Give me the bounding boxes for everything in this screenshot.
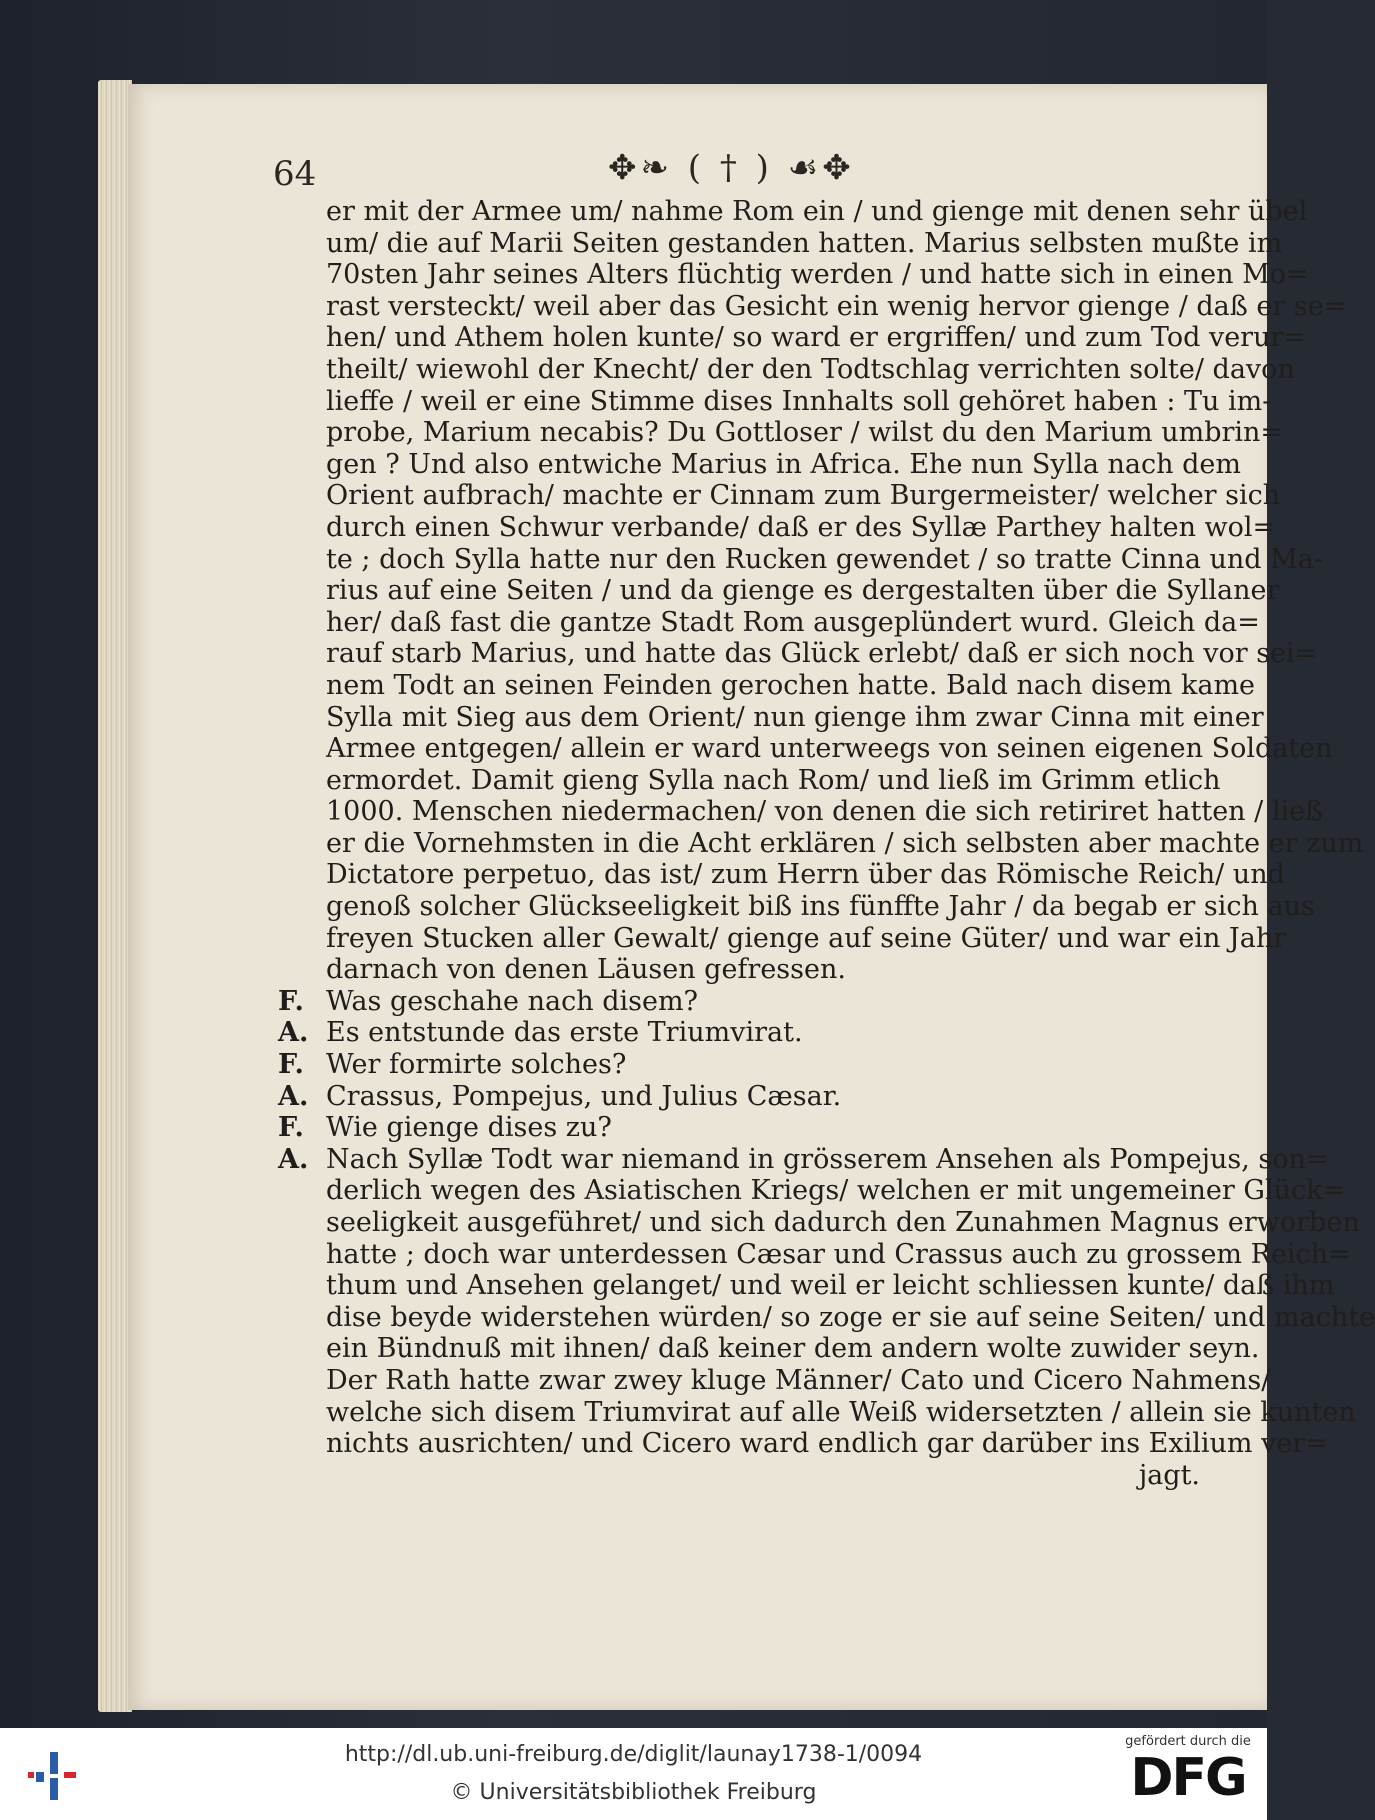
- text-line: 70sten Jahr seines Alters flüchtig werden / und hatte sich in einen Mo=: [326, 259, 1309, 291]
- page-url[interactable]: http://dl.ub.uni-freiburg.de/diglit/launay1738-1/0094: [344, 1742, 923, 1767]
- text-line: Der Rath hatte zwar zwey kluge Männer/ Cato und Cicero Nahmens/: [326, 1364, 1271, 1396]
- text-line: Orient aufbrach/ machte er Cinnam zum Burgermeister/ welcher sich: [326, 480, 1281, 512]
- dfg-logo: [1118, 1734, 1258, 1818]
- text-line: ermordet. Damit gieng Sylla nach Rom/ und ließ im Grimm etlich: [326, 764, 1221, 796]
- page-number: 64: [273, 154, 317, 194]
- text-line: hatte ; doch war unterdessen Cæsar und Crassus auch zu grossem Reich=: [326, 1238, 1351, 1270]
- text-line: genoß solcher Glückseeligkeit biß ins fünffte Jahr / da begab er sich aus: [326, 891, 1315, 923]
- qa-text: Wie gienge dises zu?: [326, 1112, 612, 1144]
- body-paragraph: [278, 196, 1364, 986]
- text-line: her/ daß fast die gantze Stadt Rom ausgeplündert wurd. Gleich da=: [326, 606, 1260, 638]
- text-line: 1000. Menschen niedermachen/ von denen die sich retiriret hatten / ließ: [326, 796, 1324, 828]
- text-line: welche sich disem Triumvirat auf alle Weiß widersetzten / allein sie kunten: [326, 1396, 1356, 1428]
- text-line: thum und Ansehen gelanget/ und weil er leicht schliessen kunte/ daß ihm: [326, 1270, 1335, 1302]
- text-line: nichts ausrichten/ und Cicero ward endlich gar darüber ins Exilium ver=: [326, 1428, 1328, 1460]
- header-ornament: ✥❧ ( † ) ☙✥: [608, 148, 855, 188]
- text-line: theilt/ wiewohl der Knecht/ der den Todtschlag verrichten solte/ davon: [326, 353, 1295, 385]
- text-line: lieffe / weil er eine Stimme dises Innhalts soll gehöret haben : Tu im-: [326, 385, 1272, 417]
- qa-text: Wer formirte solches?: [326, 1049, 627, 1081]
- dfg-logo-text: DFG: [1130, 1748, 1246, 1808]
- qa-mark: F.: [278, 985, 304, 1017]
- text-line: ein Bündnuß mit ihnen/ daß keiner dem andern wolte zuwider seyn.: [326, 1333, 1260, 1365]
- qa-line: [278, 1049, 1208, 1081]
- qa-mark: F.: [278, 1112, 304, 1144]
- text-line: derlich wegen des Asiatischen Kriegs/ welchen er mit ungemeiner Glück=: [326, 1175, 1346, 1207]
- qa-mark: F.: [278, 1049, 304, 1081]
- text-line: um/ die auf Marii Seiten gestanden hatten. Marius selbsten mußte im: [326, 227, 1283, 259]
- answer-paragraph: [278, 1175, 1375, 1460]
- qa-line: [278, 1081, 1208, 1113]
- text-line: seeligkeit ausgeführet/ und sich dadurch den Zunahmen Magnus erworben: [326, 1207, 1360, 1238]
- text-line: nem Todt an seinen Feinden gerochen hatte. Bald nach disem kame: [326, 669, 1256, 701]
- text-line: durch einen Schwur verbande/ daß er des Syllæ Parthey halten wol=: [326, 511, 1276, 543]
- question-answer-section: [278, 985, 1329, 1176]
- qa-text: Nach Syllæ Todt war niemand in grösserem Ansehen als Pompejus, son=: [326, 1143, 1329, 1175]
- book-page: [128, 84, 1375, 1710]
- qa-mark: A.: [278, 1143, 309, 1175]
- text-line: te ; doch Sylla hatte nur den Rucken gewendet / so tratte Cinna und Ma-: [326, 543, 1324, 575]
- qa-line: [278, 986, 1208, 1018]
- qa-line: [278, 1017, 1208, 1049]
- viewer-footer: [0, 1728, 1267, 1820]
- text-line: Sylla mit Sieg aus dem Orient/ nun gienge ihm zwar Cinna mit einer: [326, 701, 1264, 733]
- qa-mark: A.: [278, 1080, 309, 1112]
- book-page-edges: [98, 80, 132, 1712]
- text-line: gen ? Und also entwiche Marius in Africa. Ehe nun Sylla nach dem: [326, 448, 1241, 480]
- text-line: er die Vornehmsten in die Acht erklären / sich selbsten aber machte er zum: [326, 827, 1364, 859]
- text-line: hen/ und Athem holen kunte/ so ward er ergriffen/ und zum Tod verur=: [326, 322, 1307, 354]
- text-line: rius auf eine Seiten / und da gienge es dergestalten über die Syllaner: [326, 575, 1280, 607]
- text-line: freyen Stucken aller Gewalt/ gienge auf seine Güter/ und war ein Jahr: [326, 922, 1287, 954]
- final-line: jagt.: [1138, 1459, 1200, 1491]
- text-line: probe, Marium necabis? Du Gottloser / wilst du den Marium umbrin=: [326, 417, 1284, 449]
- qa-line: [278, 1143, 1329, 1176]
- qa-mark: A.: [278, 1017, 309, 1049]
- text-line: rauf starb Marius, und hatte das Glück erlebt/ daß er sich noch vor sei=: [326, 638, 1318, 670]
- page-text: [278, 196, 1375, 1491]
- text-line: darnach von denen Läusen gefressen.: [326, 954, 846, 986]
- text-line: rast versteckt/ weil aber das Gesicht ein wenig hervor gienge / daß er se=: [326, 290, 1347, 322]
- text-line: Dictatore perpetuo, das ist/ zum Herrn über das Römische Reich/ und: [326, 859, 1285, 891]
- dfg-caption: gefördert durch die: [1125, 1734, 1251, 1749]
- text-line: Armee entgegen/ allein er ward unterweegs von seinen eigenen Soldaten: [326, 733, 1333, 765]
- qa-text: Es entstunde das erste Triumvirat.: [326, 1017, 803, 1049]
- qa-line: [278, 1112, 1208, 1144]
- copyright-text: © Universitätsbibliothek Freiburg: [450, 1780, 817, 1805]
- text-line: dise beyde widerstehen würden/ so zoge er sie auf seine Seiten/ und machte: [326, 1301, 1375, 1333]
- text-line: er mit der Armee um/ nahme Rom ein / und gienge mit denen sehr übel: [326, 196, 1308, 227]
- qa-text: Crassus, Pompejus, und Julius Cæsar.: [326, 1080, 842, 1112]
- qa-text: Was geschahe nach disem?: [326, 985, 699, 1017]
